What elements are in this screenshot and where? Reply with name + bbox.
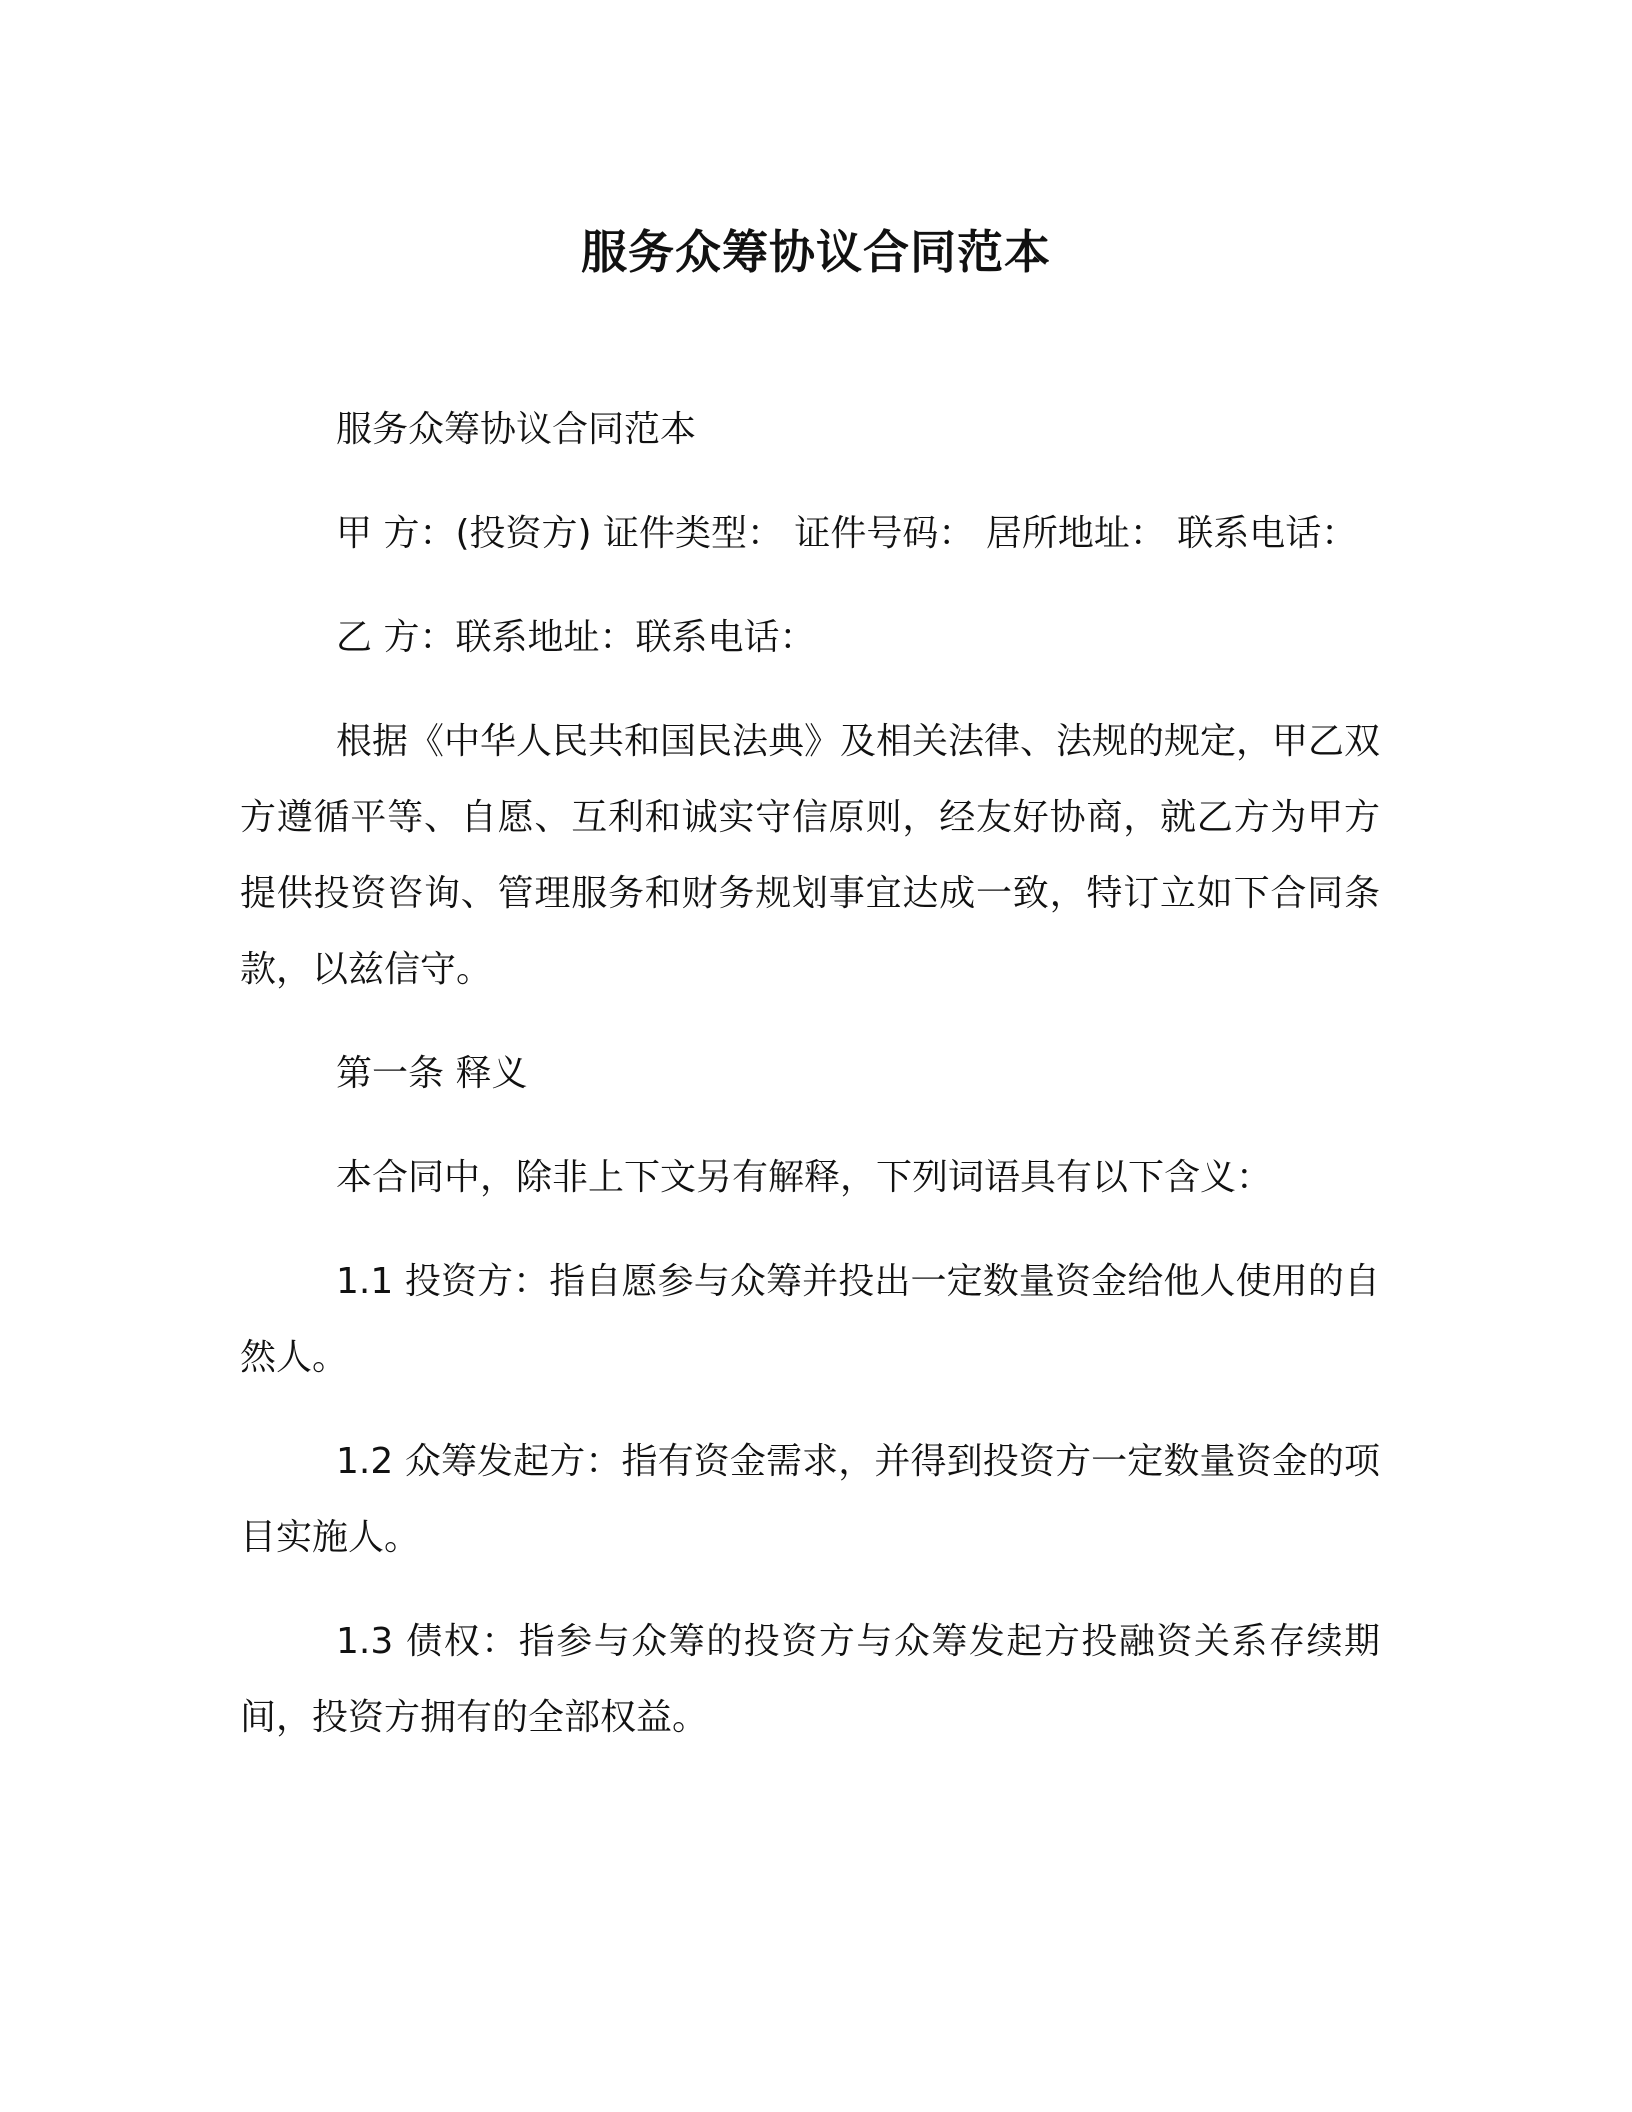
party-a-paragraph: 甲 方：(投资方) 证件类型： 证件号码： 居所地址： 联系电话：: [336, 513, 1358, 554]
document-body: [240, 392, 1380, 1784]
clause-1-2-paragraph: 1.2 众筹发起方：指有资金需求，并得到投资方一定数量资金的项目实施人。: [240, 1441, 1380, 1558]
article-heading: 第一条 释义: [336, 1053, 528, 1094]
preamble-paragraph: 根据《中华人民共和国民法典》及相关法律、法规的规定，甲乙双方遵循平等、自愿、互利和诚实守信原则，经友好协商，就乙方为甲方提供投资咨询、管理服务和财务规划事宜达成一致，特订立如下合同条款，以兹信守。: [240, 721, 1381, 990]
subtitle-paragraph: 服务众筹协议合同范本: [336, 409, 697, 450]
definitions-intro-paragraph: 本合同中，除非上下文另有解释，下列词语具有以下含义：: [336, 1157, 1273, 1198]
document-title: 服务众筹协议合同范本: [581, 225, 1051, 279]
clause-1-1-paragraph: 1.1 投资方：指自愿参与众筹并投出一定数量资金给他人使用的自然人。: [240, 1261, 1380, 1378]
party-b-paragraph: 乙 方：联系地址：联系电话：: [336, 617, 816, 658]
clause-1-3-paragraph: 1.3 债权：指参与众筹的投资方与众筹发起方投融资关系存续期间，投资方拥有的全部权益。: [240, 1621, 1380, 1738]
